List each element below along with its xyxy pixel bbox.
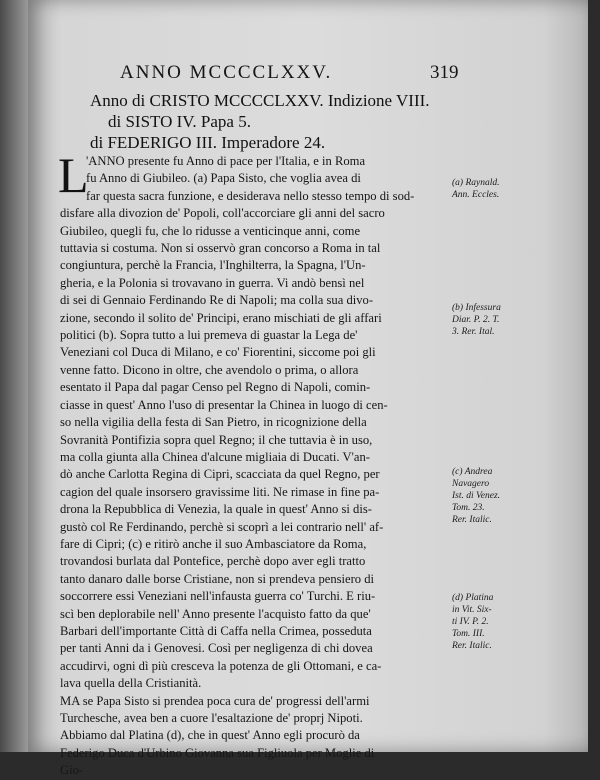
- side-note-line: (c) Andrea: [452, 467, 493, 477]
- side-note: [452, 592, 538, 652]
- body-line: tanto danaro dalle borse Cristiane, non si prendeva pensiero di: [60, 571, 375, 586]
- body-line: gustò col Re Ferdinando, perchè si scoprì a lei contrario nell' af-: [60, 519, 384, 534]
- side-note-line: 3. Rer. Ital.: [452, 327, 495, 337]
- body-line: per tanti Anni da i Genovesi. Così per negligenza di chi dovea: [60, 641, 373, 656]
- body-line: esentato il Papa dal pagar Censo pel Regno di Napoli, comin-: [60, 380, 371, 395]
- heading-line: di SISTO IV. Papa 5.: [108, 112, 251, 131]
- running-head: ANNO MCCCCLXXV.: [120, 62, 333, 83]
- body-line: fu Anno di Giubileo. (a) Papa Sisto, che voglia avea di: [86, 171, 361, 186]
- side-note-line: Diar. P. 2. T.: [452, 315, 500, 325]
- body-line: accudirvi, ogni dì più cresceva la potenza de gli Ottomani, e ca-: [60, 658, 382, 673]
- body-line: fare di Cipri; (c) e ritirò anche il suo Ambasciatore da Roma,: [60, 536, 367, 551]
- body-line: Gio-: [60, 763, 84, 778]
- body-line: ma colla giunta alla Chinea d'alcune migliaia di Ducati. V'an-: [60, 449, 370, 464]
- body-line: scì ben deplorabile nell' Anno presente l'acquisto fatto da que': [60, 606, 371, 621]
- body-line: congiuntura, perchè la Francia, l'Inghilterra, la Spagna, l'Un-: [60, 258, 366, 273]
- body-line: far questa sacra funzione, e desiderava nello stesso tempo di sod-: [86, 188, 415, 203]
- body-text: [60, 153, 448, 780]
- body-line: gheria, e la Polonia si trovavano in guerra. Vi andò bensì nel: [60, 275, 365, 290]
- side-note-line: Rer. Italic.: [452, 515, 492, 525]
- body-line: Abbiamo dal Platina (d), che in quest' Anno egli procurò da: [60, 728, 360, 743]
- side-note-line: Ann. Eccles.: [452, 190, 500, 200]
- body-line: so nella vigilia della festa di San Pietro, in ricognizione della: [60, 415, 367, 430]
- body-line: di sei di Gennaio Ferdinando Re di Napoli; ma colla sua divo-: [60, 293, 374, 308]
- body-line: dò anche Carlotta Regina di Cipri, scacciata da quel Regno, per: [60, 467, 380, 482]
- body-line: ciasse in quest' Anno l'uso di presentar la Chinea in luogo di cen-: [60, 397, 388, 412]
- body-line: cagion del quale insorsero gravissime liti. Ne rimase in fine pa-: [60, 484, 380, 499]
- body-line: Federigo Duca d'Urbino Giovanna sua Figliuola per Moglie di: [60, 745, 375, 760]
- heading-line: di FEDERIGO III. Imperadore 24.: [90, 133, 326, 152]
- side-note-line: in Vit. Six-: [452, 605, 492, 615]
- body-line: Veneziani col Duca di Milano, e co' Fiorentini, siccome poi gli: [60, 345, 376, 360]
- side-note: [452, 302, 538, 338]
- body-line: politici (b). Sopra tutto a lui premeva di guastar la Lega de': [60, 328, 358, 343]
- body-line: zione, secondo il solito de' Principi, erano mischiati de gli affari: [60, 310, 382, 325]
- body-line: soccorrere essi Veneziani nell'infausta guerra co' Turchi. E riu-: [60, 589, 376, 604]
- body-line: drona la Repubblica di Venezia, la quale in quest' Anno si dis-: [60, 502, 372, 517]
- side-note-line: (b) Infessura: [452, 303, 501, 313]
- body-line: Giubileo, quegli fu, che lo ridusse a venticinque anni, come: [60, 223, 361, 238]
- body-line: trovandosi burlata dal Pontefice, perchè dopo aver egli tratto: [60, 554, 366, 569]
- body-line: lava quella della Cristianità.: [60, 676, 202, 691]
- side-note-line: (d) Platina: [452, 593, 494, 603]
- side-note-line: Navagero: [452, 479, 490, 489]
- body-line: 'ANNO presente fu Anno di pace per l'Italia, e in Roma: [86, 154, 366, 168]
- body-line: tuttavia si costuma. Non si osservò gran concorso a Roma in tal: [60, 241, 381, 256]
- body-line: MA se Papa Sisto si prendea poca cura de' progressi dell'armi: [60, 693, 370, 708]
- body-line: disfare alla divozion de' Popoli, coll'accorciare gli anni del sacro: [60, 206, 385, 221]
- body-line: Sovranità Pontifizia sopra quel Regno; il che tuttavia è in uso,: [60, 432, 373, 447]
- binding-shadow: [0, 0, 28, 752]
- side-note-line: Ist. di Venez.: [452, 491, 501, 501]
- body-line: Turchesche, avea ben a cuore l'esaltazione de' proprj Nipoti.: [60, 711, 363, 725]
- side-note-line: ti IV. P. 2.: [452, 617, 489, 627]
- side-note: [452, 177, 538, 201]
- drop-cap: L: [58, 147, 89, 203]
- body-line: venne fatto. Dicono in oltre, che avendolo o prima, o allora: [60, 362, 359, 377]
- side-note-line: (a) Raynald.: [452, 178, 500, 188]
- side-note: [452, 466, 538, 526]
- chapter-heading: [90, 90, 470, 153]
- side-note-line: Tom. 23.: [452, 503, 485, 513]
- side-note-line: Rer. Italic.: [452, 641, 492, 651]
- page-number: 319: [430, 62, 459, 83]
- side-note-line: Tom. III.: [452, 629, 485, 639]
- body-line: Barbari dell'importante Città di Caffa nella Crimea, posseduta: [60, 623, 372, 638]
- heading-line: Anno di CRISTO MCCCCLXXV. Indizione VIII.: [90, 91, 430, 110]
